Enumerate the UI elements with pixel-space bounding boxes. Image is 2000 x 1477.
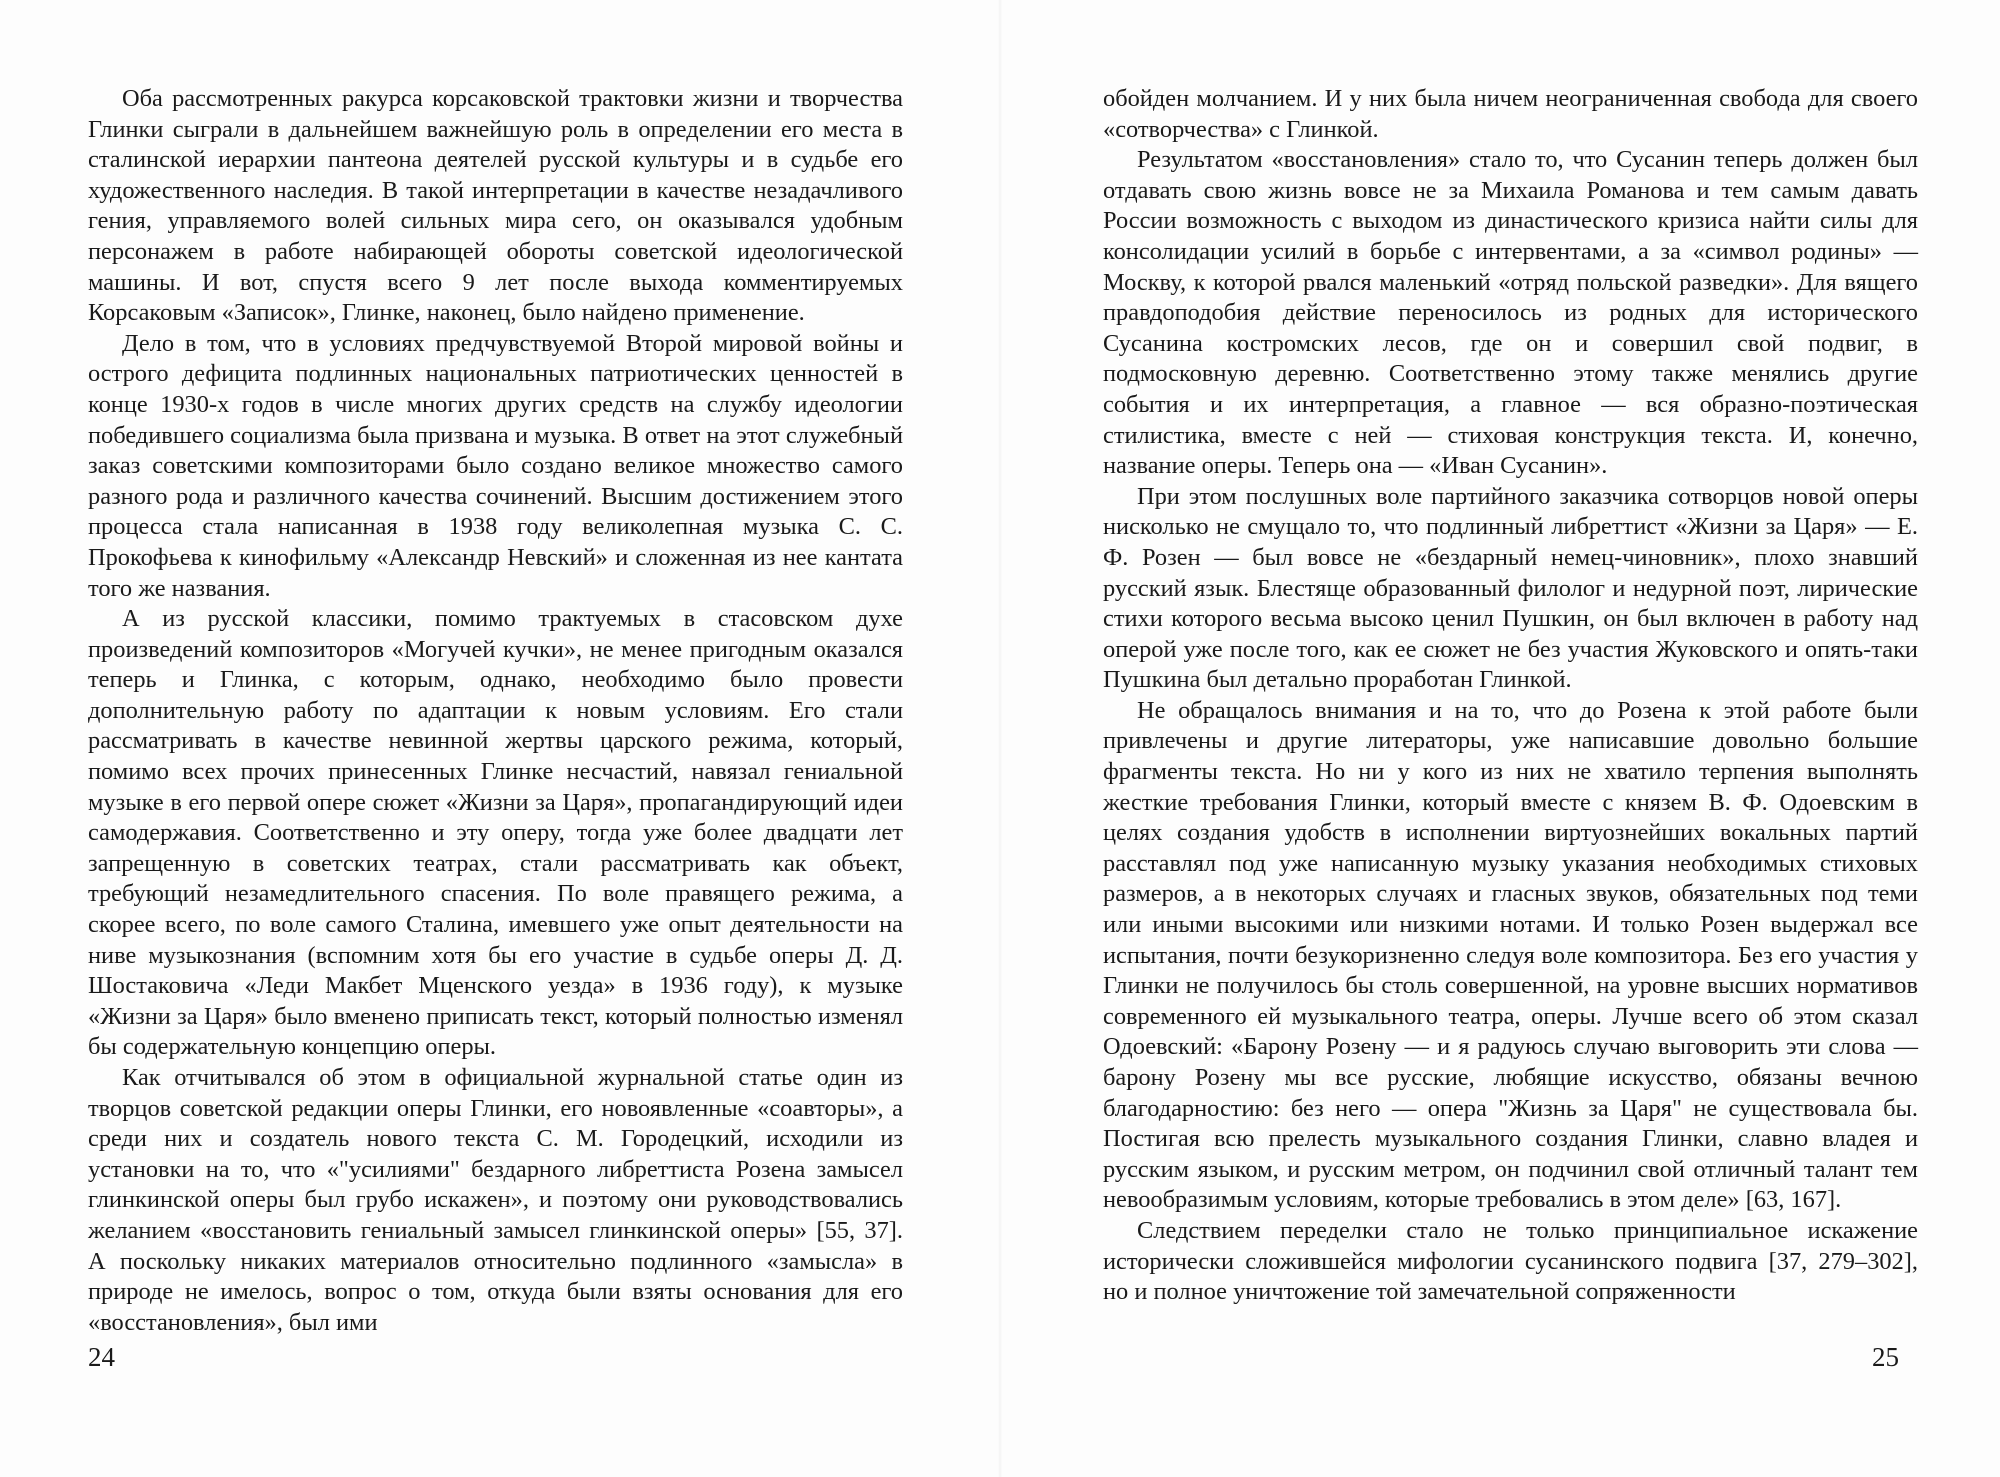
left-page-text [88,84,903,1338]
left-paragraph-3: А из русской классики, помимо трактуемых в стасовском духе произведений композиторов «Могучей кучки», не менее пригодным оказался теперь и Глинка, с которым, однако, необходимо было провести дополнительную работу по адаптации к новым условиям. Его стали рассматривать в качестве невинной жертвы царского режима, который, помимо всех прочих принесенных Глинке несчастий, навязал гениальной музыке в его первой опере сюжет «Жизни за Царя», пропагандирующий идеи самодержавия. Соответственно и эту оперу, тогда уже более двадцати лет запрещенную в советских театрах, стали рассматривать как объект, требующий незамедлительного спасения. По воле правящего режима, а скорее всего, по воле самого Сталина, имевшего уже опыт деятельности на ниве музыкознания (вспомним хотя бы его участие в судьбе оперы Д. Д. Шостаковича «Леди Макбет Мценского уезда» в 1936 году), к музыке «Жизни за Царя» было вменено приписать текст, который полностью изменял бы содержательную концепцию оперы. [88,605,903,1061]
right-paragraph-2: Результатом «восстановления» стало то, что Сусанин теперь должен был отдавать свою жизнь вовсе не за Михаила Романова и тем самым давать России возможность с выходом из династического кризиса найти силы для консолидации усилий в борьбе с интервентами, а за «символ родины» — Москву, к которой рвался маленький «отряд польской разведки». Для вящего правдоподобия действие переносилось из родных для исторического Сусанина костромских лесов, где он и совершил свой подвиг, в подмосковную деревню. Соответственно этому также менялись другие события и их интерпретация, а главное — вся образно-поэтическая стилистика, вместе с ней — стиховая конструкция текста. И, конечно, название оперы. Теперь она — «Иван Сусанин». [1103,146,1918,480]
right-paragraph-4: Не обращалось внимания и на то, что до Розена к этой работе были привлечены и другие литераторы, уже написавшие довольно большие фрагменты текста. Но ни у кого из них не хватило терпения выполнять жесткие требования Глинки, который вместе с князем В. Ф. Одоевским в целях создания удобств в исполнении виртуознейших вокальных партий расставлял под уже написанную музыку указания необходимых стиховых размеров, а в некоторых случаях и гласных звуков, обязательных под теми или иными высокими или низкими нотами. И только Розен выдержал все испытания, почти безукоризненно следуя воле композитора. Без его участия у Глинки не получилось бы столь совершенной, на уровне высших нормативов современного ей музыкального театра, оперы. Лучше всего об этом сказал Одоевский: «Барону Розену — и я радуюсь случаю выговорить эти слова — барону Розену мы все русские, любящие искусство, обязаны вечною благодарностию: без него — опера "Жизнь за Царя" не существовала бы. Постигая всю прелесть музыкального создания Глинки, славно владея и русским языком, и русским метром, он подчинил свой отличный талант тем невообразимым условиям, которые требовались в этом деле» [63, 167]. [1103,696,1918,1214]
right-page-number: 25 [1872,1342,1899,1372]
left-paragraph-4: Как отчитывался об этом в официальной журнальной статье один из творцов советской редакции оперы Глинки, его новоявленные «соавторы», а среди них и создатель нового текста С. М. Городецкий, исходили из установки на то, что «"усилиями" бездарного либреттиста Розена замысел глинкинской оперы был грубо искажен», и поэтому они руководствовались желанием «восстановить гениальный замысел глинкинской оперы» [55, 37]. А поскольку никаких материалов относительно подлинного «замысла» в природе не имелось, вопрос о том, откуда были взяты основания для его «восстановления», был ими [88,1064,903,1336]
left-paragraph-2: Дело в том, что в условиях предчувствуемой Второй мировой войны и острого дефицита подлинных национальных патриотических ценностей в конце 1930-х годов в числе многих других средств на службу идеологии победившего социализма была призвана и музыка. В ответ на этот служебный заказ советскими композиторами было создано великое множество самого разного рода и различного качества сочинений. Высшим достижением этого процесса стала написанная в 1938 году великолепная музыка С. С. Прокофьева к кинофильму «Александр Невский» и сложенная из нее кантата того же названия. [88,329,903,602]
right-page-text [1103,84,1918,1308]
book-gutter [998,0,1002,1477]
right-paragraph-5: Следствием переделки стало не только принципиальное искажение исторически сложившейся мифологии сусанинского подвига [37, 279–302], но и полное уничтожение той замечательной сопряженности [1103,1216,1918,1306]
left-paragraph-1: Оба рассмотренных ракурса корсаковской трактовки жизни и творчества Глинки сыграли в дальнейшем важнейшую роль в определении его места в сталинской иерархии пантеона деятелей русской культуры и в судьбе его художественного наследия. В такой интерпретации в качестве незадачливого гения, управляемого волей сильных мира сего, он оказывался удобным персонажем в работе набирающей обороты советской идеологической машины. И вот, спустя всего 9 лет после выхода комментируемых Корсаковым «Записок», Глинке, наконец, было найдено применение. [88,85,903,327]
right-paragraph-1: обойден молчанием. И у них была ничем неограниченная свобода для своего «сотворчества» с Глинкой. [1103,85,1918,143]
right-paragraph-3: При этом послушных воле партийного заказчика сотворцов новой оперы нисколько не смущало то, что подлинный либреттист «Жизни за Царя» — Е. Ф. Розен — был вовсе не «бездарный немец-чиновник», плохо знавший русский язык. Блестяще образованный филолог и недурной поэт, лирические стихи которого весьма высоко ценил Пушкин, он был включен в работу над оперой уже после того, как ее сюжет не без участия Жуковского и опять-таки Пушкина был детально проработан Глинкой. [1103,482,1918,694]
left-page-number: 24 [88,1342,115,1372]
